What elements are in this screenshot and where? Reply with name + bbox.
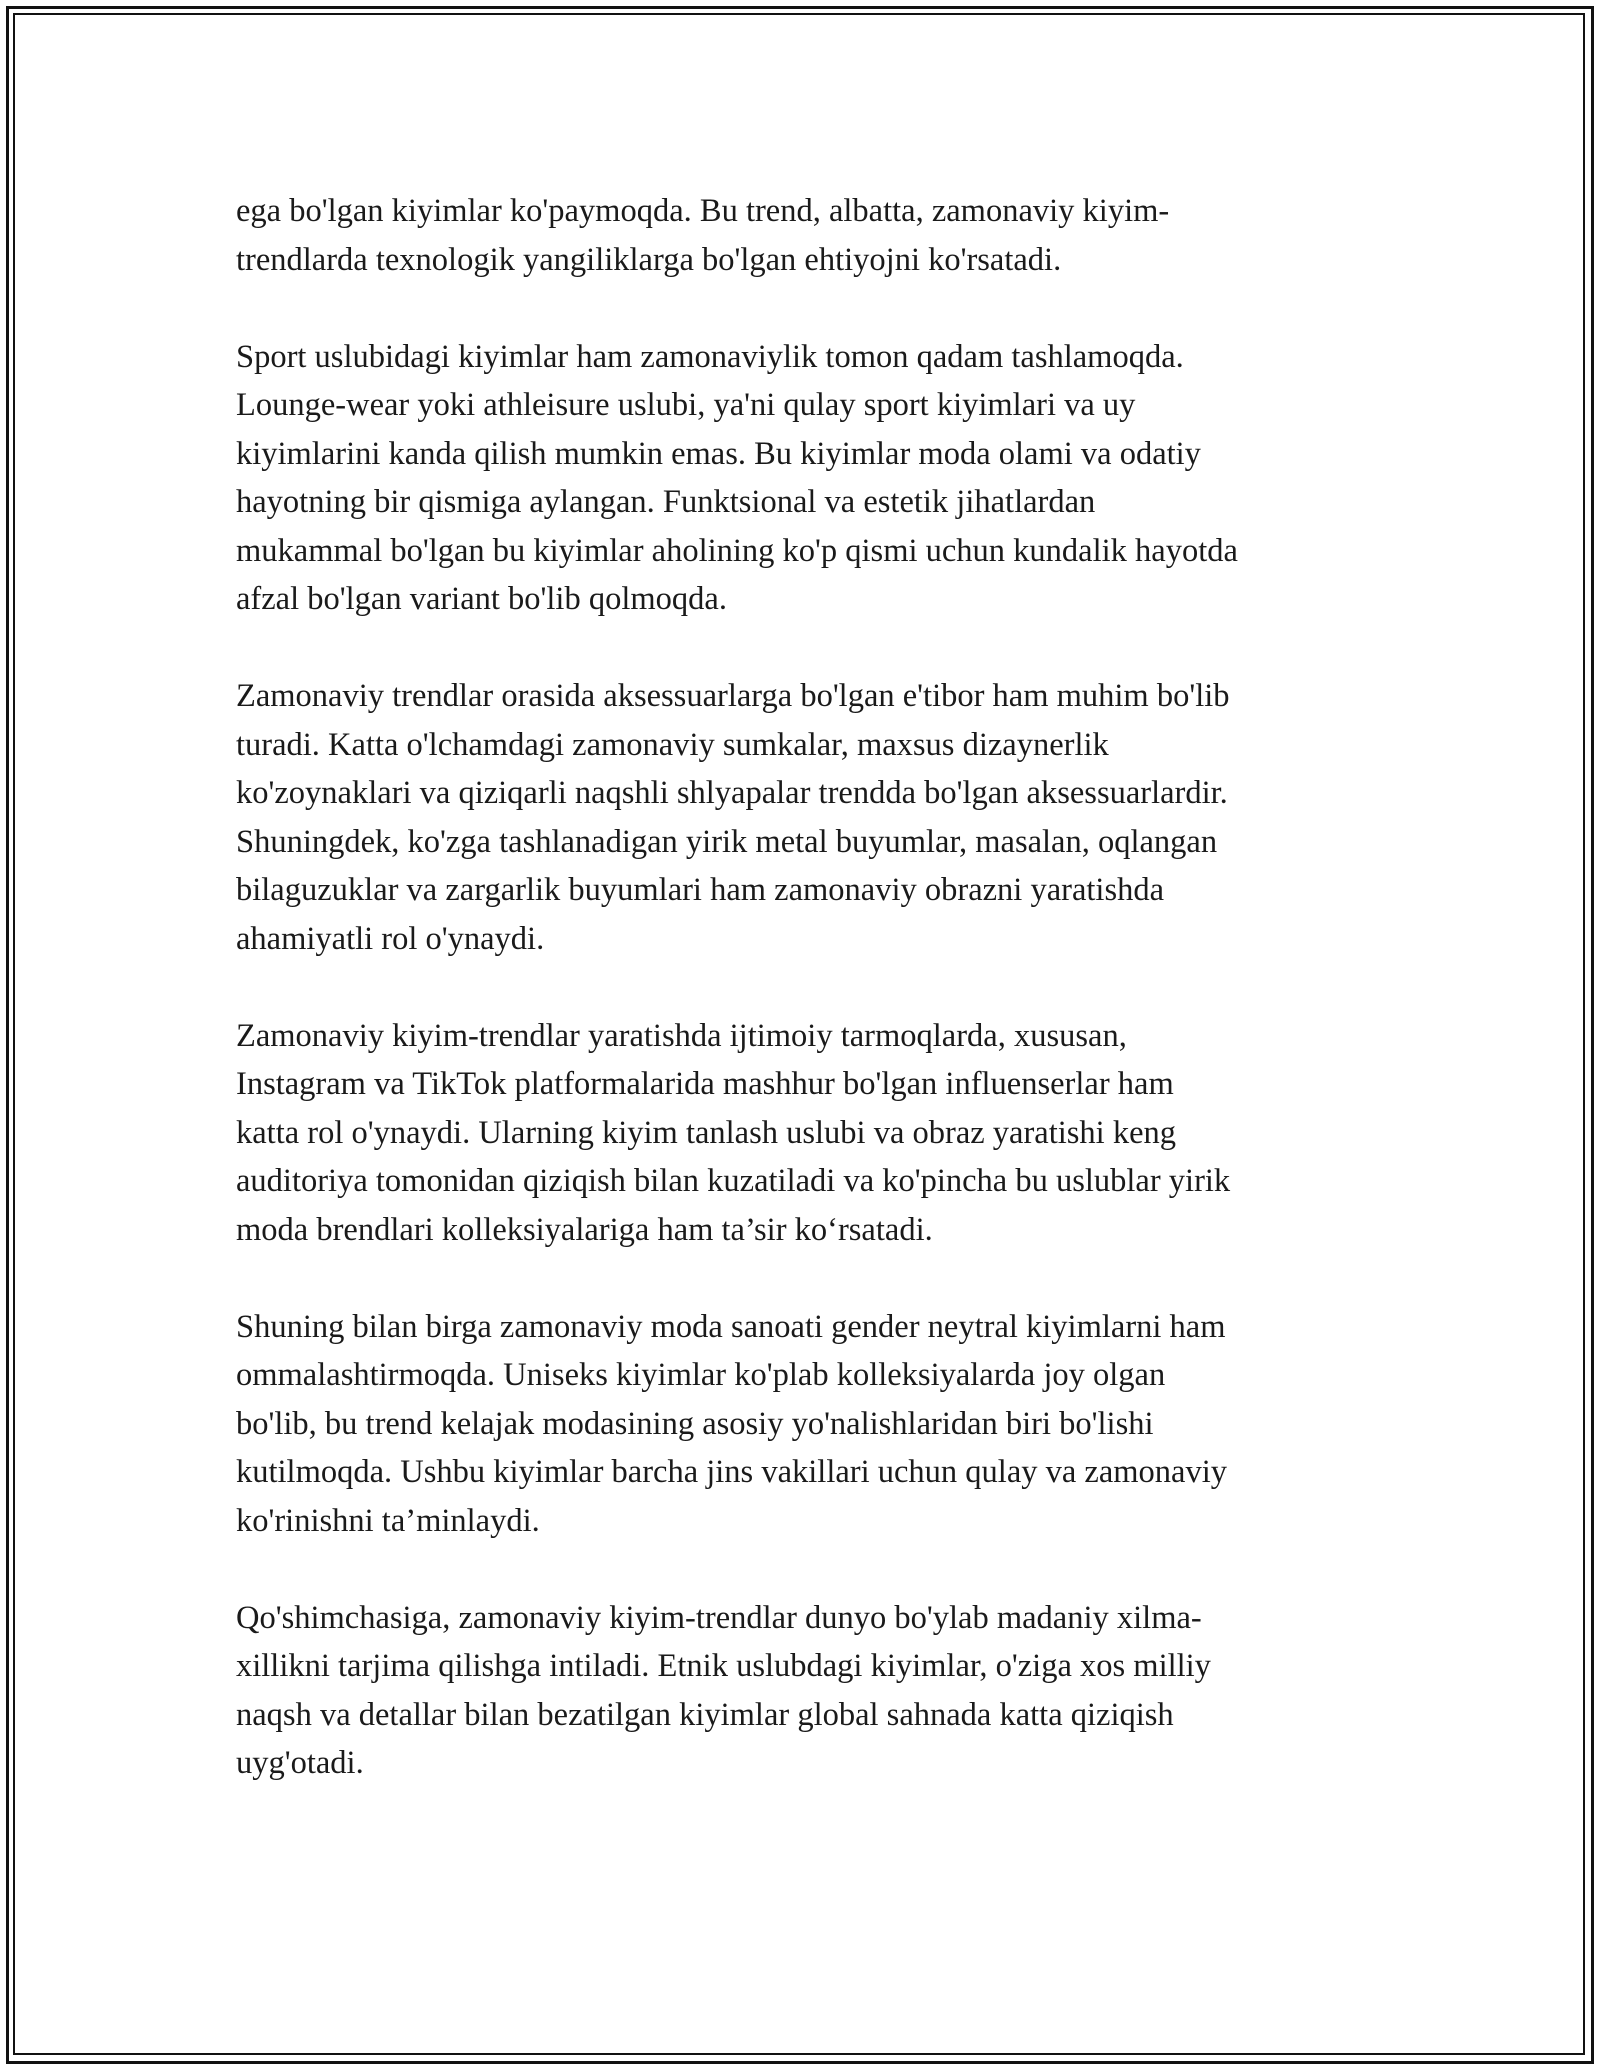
text-line: hayotning bir qismiga aylangan. Funktsional va estetik jihatlardan bbox=[236, 484, 1096, 520]
text-line: mukammal bo'lgan bu kiyimlar aholining ko'p qismi uchun kundalik hayotda bbox=[236, 532, 1238, 569]
text-line: kiyimlarini kanda qilish mumkin emas. Bu kiyimlar moda olami va odatiy bbox=[236, 435, 1201, 472]
text-line: Zamonaviy kiyim-trendlar yaratishda ijtimoiy tarmoqlarda, xususan, bbox=[236, 1017, 1127, 1054]
paragraph-5 bbox=[236, 1303, 1396, 1546]
text-line: auditoriya tomonidan qiziqish bilan kuzatiladi va ko'pincha bu uslublar yirik bbox=[236, 1163, 1231, 1199]
document-body bbox=[236, 187, 1396, 1836]
text-line: bilaguzuklar va zargarlik buyumlari ham zamonaviy obrazni yaratishda bbox=[236, 872, 1165, 908]
text-line: Lounge-wear yoki athleisure uslubi, ya'ni qulay sport kiyimlari va uy bbox=[236, 387, 1136, 423]
text-line: trendlarda texnologik yangiliklarga bo'lgan ehtiyojni ko'rsatadi. bbox=[236, 241, 1062, 278]
paragraph-6 bbox=[236, 1594, 1396, 1788]
text-line: Qo'shimchasiga, zamonaviy kiyim-trendlar dunyo bo'ylab madaniy xilma- bbox=[236, 1599, 1202, 1636]
text-line: afzal bo'lgan variant bo'lib qolmoqda. bbox=[236, 581, 727, 617]
text-line: ega bo'lgan kiyimlar ko'paymoqda. Bu trend, albatta, zamonaviy kiyim- bbox=[236, 193, 1170, 229]
text-line: moda brendlari kolleksiyalariga ham ta’sir ko‘rsatadi. bbox=[236, 1211, 933, 1248]
text-line: uyg'otadi. bbox=[236, 1745, 364, 1781]
text-line: Sport uslubidagi kiyimlar ham zamonaviylik tomon qadam tashlamoqda. bbox=[236, 338, 1184, 375]
text-line: Instagram va TikTok platformalarida mashhur bo'lgan influenserlar ham bbox=[236, 1066, 1174, 1102]
text-line: xillikni tarjima qilishga intiladi. Etnik uslubdagi kiyimlar, o'ziga xos milliy bbox=[236, 1648, 1211, 1684]
text-line: Zamonaviy trendlar orasida aksessuarlarga bo'lgan e'tibor ham muhim bo'lib bbox=[236, 678, 1230, 714]
text-line: kutilmoqda. Ushbu kiyimlar barcha jins vakillari uchun qulay va zamonaviy bbox=[236, 1454, 1228, 1490]
text-line: ko'zoynaklari va qiziqarli naqshli shlyapalar trendda bo'lgan aksessuarlardir. bbox=[236, 775, 1228, 811]
paragraph-2 bbox=[236, 333, 1396, 624]
text-line: naqsh va detallar bilan bezatilgan kiyimlar global sahnada katta qiziqish bbox=[236, 1696, 1174, 1733]
text-line: turadi. Katta o'lchamdagi zamonaviy sumkalar, maxsus dizaynerlik bbox=[236, 726, 1109, 763]
text-line: ko'rinishni ta’minlaydi. bbox=[236, 1502, 540, 1539]
text-line: bo'lib, bu trend kelajak modasining asosiy yo'nalishlaridan biri bo'lishi bbox=[236, 1405, 1154, 1442]
paragraph-1 bbox=[236, 187, 1396, 284]
text-line: ommalashtirmoqda. Uniseks kiyimlar ko'plab kolleksiyalarda joy olgan bbox=[236, 1357, 1166, 1393]
text-line: ahamiyatli rol o'ynaydi. bbox=[236, 920, 545, 957]
text-line: Shuningdek, ko'zga tashlanadigan yirik metal buyumlar, masalan, oqlangan bbox=[236, 823, 1218, 860]
paragraph-4 bbox=[236, 1012, 1396, 1255]
paragraph-3 bbox=[236, 672, 1396, 963]
text-line: katta rol o'ynaydi. Ularning kiyim tanlash uslubi va obraz yaratishi keng bbox=[236, 1114, 1177, 1151]
text-line: Shuning bilan birga zamonaviy moda sanoati gender neytral kiyimlarni ham bbox=[236, 1308, 1226, 1345]
